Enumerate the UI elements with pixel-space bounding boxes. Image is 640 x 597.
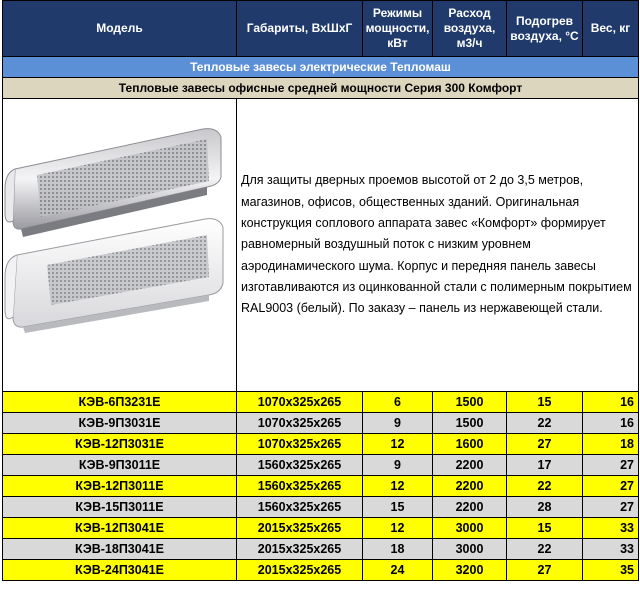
cell-air: 3000 <box>433 518 507 539</box>
cell-dims: 1560х325х265 <box>237 497 363 518</box>
table-row <box>3 539 639 560</box>
cell-weight: 33 <box>583 539 639 560</box>
cell-heat: 22 <box>507 413 583 434</box>
cell-weight: 27 <box>583 476 639 497</box>
cell-air: 3200 <box>433 560 507 581</box>
cell-dims: 2015х325х265 <box>237 518 363 539</box>
cell-air: 1600 <box>433 434 507 455</box>
cell-dims: 2015х325х265 <box>237 539 363 560</box>
cell-dims: 2015х325х265 <box>237 560 363 581</box>
band-main-row <box>3 57 639 78</box>
description-row <box>3 99 639 392</box>
cell-model: КЭВ-15П3011Е <box>3 497 237 518</box>
description-cell <box>237 99 639 392</box>
header-power: Режимы мощности, кВт <box>363 1 433 57</box>
description-text: Для защиты дверных проемов высотой от 2 до 3,5 метров, магазинов, офисов, общественных зданий. Оригинальная конструкция соплового аппарата завес «Комфорт» формирует равномерный воздушный поток с низким уровнем аэродинамического шума. Корпус и передняя панель завесы изготавливаются из оцинкованной стали с полимерным покрытием RAL9003 (белый). По заказу – панель из нержавеющей стали. <box>241 173 632 316</box>
table-row <box>3 476 639 497</box>
cell-air: 2200 <box>433 497 507 518</box>
cell-model: КЭВ-12П3031Е <box>3 434 237 455</box>
cell-dims: 1070х325х265 <box>237 434 363 455</box>
cell-heat: 22 <box>507 539 583 560</box>
cell-power: 6 <box>363 392 433 413</box>
cell-dims: 1070х325х265 <box>237 392 363 413</box>
cell-model: КЭВ-12П3041Е <box>3 518 237 539</box>
cell-power: 15 <box>363 497 433 518</box>
header-model: Модель <box>3 1 237 57</box>
curtain-unit-bottom <box>5 219 223 333</box>
cell-power: 12 <box>363 476 433 497</box>
table-row <box>3 518 639 539</box>
cell-heat: 28 <box>507 497 583 518</box>
cell-power: 9 <box>363 413 433 434</box>
cell-weight: 33 <box>583 518 639 539</box>
cell-weight: 27 <box>583 497 639 518</box>
cell-heat: 22 <box>507 476 583 497</box>
cell-weight: 27 <box>583 455 639 476</box>
table-row <box>3 560 639 581</box>
cell-air: 2200 <box>433 476 507 497</box>
cell-dims: 1560х325х265 <box>237 476 363 497</box>
cell-model: КЭВ-9П3011Е <box>3 455 237 476</box>
cell-air: 1500 <box>433 392 507 413</box>
table-row <box>3 434 639 455</box>
header-heat: Подогрев воздуха, °С <box>507 1 583 57</box>
header-air: Расход воздуха, м3/ч <box>433 1 507 57</box>
curtain-unit-top <box>5 129 221 237</box>
cell-power: 18 <box>363 539 433 560</box>
cell-heat: 27 <box>507 560 583 581</box>
cell-weight: 16 <box>583 413 639 434</box>
header-row <box>3 1 639 57</box>
cell-power: 12 <box>363 434 433 455</box>
cell-model: КЭВ-6П3231Е <box>3 392 237 413</box>
cell-heat: 17 <box>507 455 583 476</box>
table-row <box>3 497 639 518</box>
cell-air: 3000 <box>433 539 507 560</box>
cell-heat: 15 <box>507 392 583 413</box>
band-sub-row <box>3 78 639 99</box>
header-dims: Габариты, ВхШхГ <box>237 1 363 57</box>
table-row <box>3 392 639 413</box>
air-curtain-image <box>3 99 235 391</box>
header-weight: Вес, кг <box>583 1 639 57</box>
cell-power: 12 <box>363 518 433 539</box>
table-row <box>3 413 639 434</box>
cell-dims: 1560х325х265 <box>237 455 363 476</box>
cell-weight: 16 <box>583 392 639 413</box>
cell-heat: 27 <box>507 434 583 455</box>
cell-heat: 15 <box>507 518 583 539</box>
table-row <box>3 455 639 476</box>
cell-power: 9 <box>363 455 433 476</box>
cell-model: КЭВ-24П3041Е <box>3 560 237 581</box>
cell-weight: 35 <box>583 560 639 581</box>
band-sub: Тепловые завесы офисные средней мощности Серия 300 Комфорт <box>3 78 639 99</box>
cell-model: КЭВ-12П3011Е <box>3 476 237 497</box>
cell-dims: 1070х325х265 <box>237 413 363 434</box>
product-image-cell <box>3 99 237 392</box>
cell-air: 1500 <box>433 413 507 434</box>
cell-model: КЭВ-9П3031Е <box>3 413 237 434</box>
cell-weight: 18 <box>583 434 639 455</box>
cell-air: 2200 <box>433 455 507 476</box>
band-main: Тепловые завесы электрические Тепломаш <box>3 57 639 78</box>
spec-table <box>2 0 639 581</box>
cell-power: 24 <box>363 560 433 581</box>
cell-model: КЭВ-18П3041Е <box>3 539 237 560</box>
